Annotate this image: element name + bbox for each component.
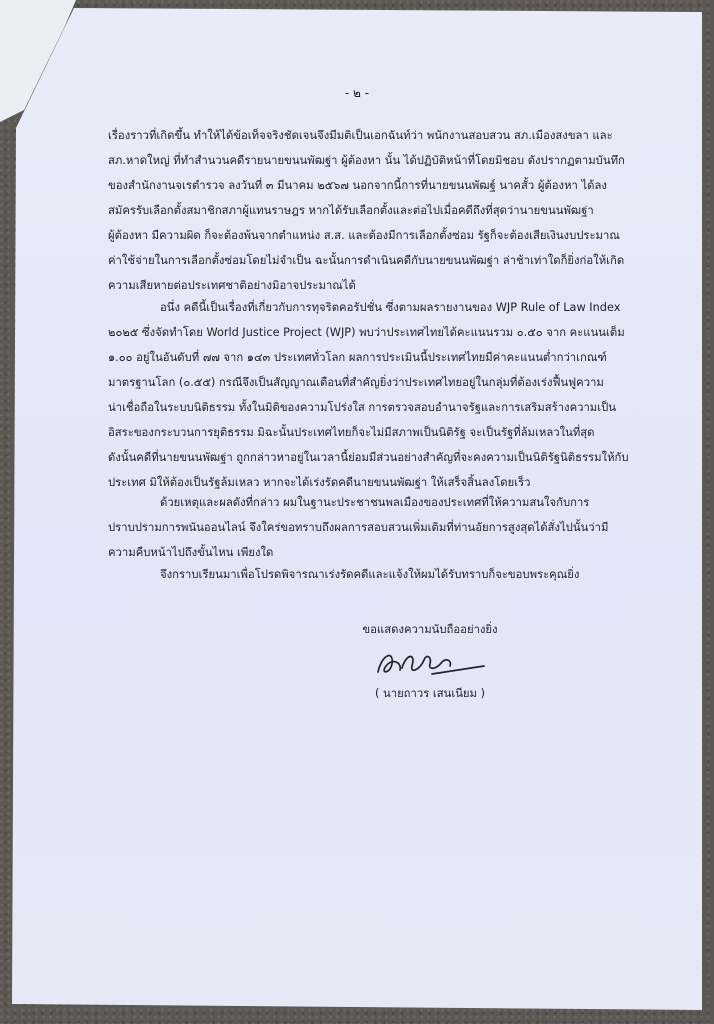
text-line: เรื่องราวที่เกิดขึ้น ทำให้ได้ข้อเท็จจริงชัดเจนจึงมีมติเป็นเอกฉันท์ว่า พนักงานสอบสวน สภ.เมืองสงขลา และ: [108, 129, 613, 142]
text-line: ด้วยเหตุและผลดังที่กล่าว ผมในฐานะประชาชนพลเมืองของประเทศที่ให้ความสนใจกับการ: [160, 496, 590, 509]
closing-salutation: ขอแสดงความนับถืออย่างยิ่ง: [362, 623, 498, 636]
text-line: อนึ่ง คดีนี้เป็นเรื่องที่เกี่ยวกับการทุจริตคอรัปชั่น ซึ่งตามผลรายงานของ WJP Rule of Law Index: [160, 301, 621, 314]
text-line: ผู้ต้องหา มีความผิด ก็จะต้องพ้นจากตำแหน่ง ส.ส. และต้องมีการเลือกตั้งซ่อม รัฐก็จะต้องเสียเงินงบประมาณ: [108, 229, 620, 242]
text-line: ค่าใช้จ่ายในการเลือกตั้งซ่อมโดยไม่จำเป็น ฉะนั้นการดำเนินคดีกับนายขนนพัฒฐ่า ล่าช้าเท่าใดก็ยิ่งก่อให้เกิด: [108, 254, 625, 267]
page-number: - ๒ -: [344, 86, 370, 100]
text-line: อิสระของกระบวนการยุติธรรม มิฉะนั้นประเทศไทยก็จะไม่มีสภาพเป็นนิติรัฐ จะเป็นรัฐที่ล้มเหลวในที่สุด: [108, 426, 595, 439]
text-line: ประเทศ มิให้ต้องเป็นรัฐล้มเหลว หากจะได้เร่งรัดคดีนายขนนพัฒฐ่า ให้เสร็จสิ้นลงโดยเร็ว: [108, 476, 531, 489]
text-line: จึงกราบเรียนมาเพื่อโปรดพิจารณาเร่งรัดคดีและแจ้งให้ผมได้รับทราบก็จะขอบพระคุณยิ่ง: [160, 568, 580, 581]
text-line: สภ.หาดใหญ่ ที่ทำสำนวนคดีรายนายขนนพัฒฐ่า ผู้ต้องหา นั้น ได้ปฏิบัติหน้าที่โดยมิชอบ ดังปรากฏตามบันทึก: [108, 154, 625, 167]
text-line: ปราบปรามการพนันออนไลน์ จึงใคร่ขอทราบถึงผลการสอบสวนเพิ่มเติมที่ท่านอัยการสูงสุดได้สั่งไปนั้นว่ามี: [108, 521, 609, 534]
text-line: ความเสียหายต่อประเทศชาติอย่างมิอาจประมาณได้: [108, 279, 356, 292]
text-line: ความคืบหน้าไปถึงขั้นไหน เพียงใด: [108, 546, 274, 559]
handwritten-signature: [372, 644, 492, 680]
text-line: สมัครรับเลือกตั้งสมาชิกสภาผู้แทนราษฎร หากได้รับเลือกตั้งและต่อไปเมื่อคดีถึงที่สุดว่านายขนนพัฒฐ่า: [108, 204, 594, 217]
text-line: ดังนั้นคดีที่นายขนนพัฒฐ่า ถูกกล่าวหาอยู่ในเวลานี้ย่อมมีส่วนอย่างสำคัญที่จะคงความเป็นนิติรัฐนิติธรรมให้กับ: [108, 451, 629, 464]
text-line: น่าเชื่อถือในระบบนิติธรรม ทั้งในมิติของความโปร่งใส การตรวจสอบอำนาจรัฐและการเสริมสร้างความเป็น: [108, 401, 617, 414]
text-line: ๒๐๒๕ ซึ่งจัดทำโดย World Justice Project (WJP) พบว่าประเทศไทยได้คะแนนรวม ๐.๕๐ จาก คะแนนเต็ม: [108, 326, 625, 339]
signer-name: ( นายถาวร เสนเนียม ): [375, 687, 485, 700]
text-line: ๑.๐๐ อยู่ในอันดับที่ ๗๗ จาก ๑๔๓ ประเทศทั่วโลก ผลการประเมินนี้ประเทศไทยมีค่าคะแนนต่ำกว่าเกณฑ์: [108, 351, 607, 364]
text-line: มาตรฐานโลก (๐.๕๕) กรณีจึงเป็นสัญญาณเตือนที่สำคัญยิ่งว่าประเทศไทยอยู่ในกลุ่มที่ต้องเร่งฟื้นฟูความ: [108, 376, 604, 389]
text-line: ของสำนักงานจเรตำรวจ ลงวันที่ ๓ มีนาคม ๒๕๖๗ นอกจากนี้การที่นายขนนพัฒฐ์ นาคสั้ว ผู้ต้องหา ได้ลง: [108, 179, 607, 192]
